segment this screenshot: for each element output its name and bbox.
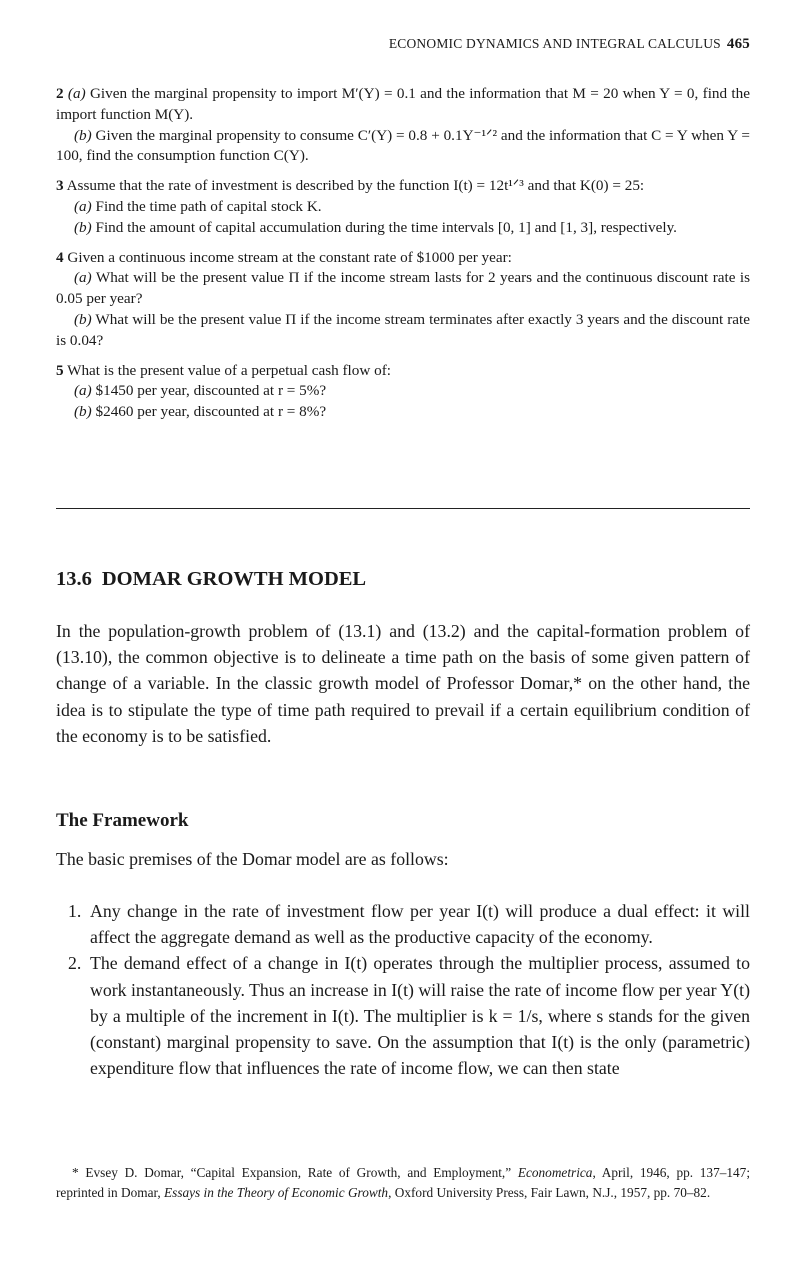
footnote-article: “Capital Expansion, Rate of Growth, and Employment,” [190, 1165, 512, 1180]
list-text: The demand effect of a change in I(t) operates through the multiplier process, assumed to work instantaneously. Thus an increase in I(t) will raise the rate of income flow per year Y(t) by a multiple of the increment in I(t). The multiplier is k = 1/s, where s stands for the given (constant) marginal propensity to save. On the assumption that I(t) is the only (parametric) expenditure flow that influences the rate of income flow, we can then state [90, 953, 750, 1079]
list-number: 2. [68, 953, 82, 974]
part-label: (b) [74, 403, 92, 421]
part-text: Given the marginal propensity to import M′(Y) = 0.1 and the information that M = 20 when Y = 0, find the import function M(Y). [56, 85, 750, 123]
exercise-stem: Assume that the rate of investment is described by the function I(t) = 12t¹ᐟ³ and that K(0) = 25: [66, 177, 645, 195]
exercise-3 [56, 176, 750, 238]
footnote [56, 1163, 750, 1202]
section-number: 13.6 [56, 568, 92, 590]
footnote-marker: * [72, 1165, 79, 1180]
footnote-mid: , April, 1946, pp. 137–147; reprinted in Domar, [56, 1165, 751, 1200]
running-head [389, 36, 750, 53]
footnote-journal: Econometrica [517, 1165, 593, 1180]
exercise-number: 3 [56, 177, 64, 195]
footnote-tail: , Oxford University Press, Fair Lawn, N.J., 1957, pp. 70–82. [388, 1184, 711, 1200]
exercise-divider [56, 508, 750, 509]
premise-list [56, 898, 750, 1081]
running-head-title: ECONOMIC DYNAMICS AND INTEGRAL CALCULUS [388, 36, 721, 51]
section-heading [56, 568, 366, 591]
premise-lead: The basic premises of the Domar model are as follows: [56, 849, 449, 869]
part-text: Find the amount of capital accumulation during the time intervals [0, 1] and [1, 3], respectively. [95, 218, 677, 236]
exercise-number: 4 [56, 248, 64, 266]
footnote-book: Essays in the Theory of Economic Growth [164, 1184, 389, 1200]
list-item [56, 950, 750, 1081]
list-text: Any change in the rate of investment flow per year I(t) will produce a dual effect: it will affect the aggregate demand as well as the productive capacity of the economy. [90, 901, 750, 948]
part-text: Given the marginal propensity to consume C′(Y) = 0.8 + 0.1Y⁻¹ᐟ² and the information that C = Y when Y = 100, find the consumption function C(Y). [56, 126, 750, 165]
exercise-stem: What is the present value of a perpetual cash flow of: [67, 361, 392, 379]
exercise-2 [56, 84, 750, 167]
part-text: Find the time path of capital stock K. [95, 197, 322, 215]
part-label: (b) [74, 218, 92, 236]
part-label: (a) [74, 197, 92, 215]
part-text: $1450 per year, discounted at r = 5%? [95, 382, 327, 400]
section-intro: In the population-growth problem of (13.1) and (13.2) and the capital-formation problem of (13.10), the common objective is to delineate a time path on the basis of some given pattern of change of a variable. In the classic growth model of Professor Domar,* on the other hand, the idea is to stipulate the type of time path required to prevail if a certain equilibrium condition of the economy is to be satisfied. [56, 621, 750, 746]
exercise-list [56, 84, 750, 432]
part-text: What will be the present value Π if the income stream lasts for 2 years and the continuous discount rate is 0.05 per year? [56, 269, 750, 308]
exercise-stem: Given a continuous income stream at the constant rate of $1000 per year: [67, 248, 512, 266]
part-text: $2460 per year, discounted at r = 8%? [95, 403, 327, 421]
part-text: What will be the present value Π if the income stream terminates after exactly 3 years and the discount rate is 0.04? [56, 310, 750, 349]
section-title: DOMAR GROWTH MODEL [101, 568, 367, 590]
subsection-heading: The Framework [56, 810, 189, 831]
exercise-number: 5 [56, 361, 64, 379]
part-label: (a) [67, 85, 86, 102]
exercise-4 [56, 248, 750, 352]
page-number: 465 [726, 36, 750, 52]
part-label: (a) [74, 382, 92, 400]
part-label: (b) [74, 126, 92, 144]
list-number: 1. [68, 901, 82, 921]
part-label: (b) [74, 310, 92, 328]
exercise-number: 2 [56, 85, 64, 102]
exercise-5 [56, 361, 750, 423]
part-label: (a) [74, 269, 92, 287]
footnote-author: Evsey D. Domar, [85, 1165, 184, 1180]
list-item [56, 898, 750, 950]
